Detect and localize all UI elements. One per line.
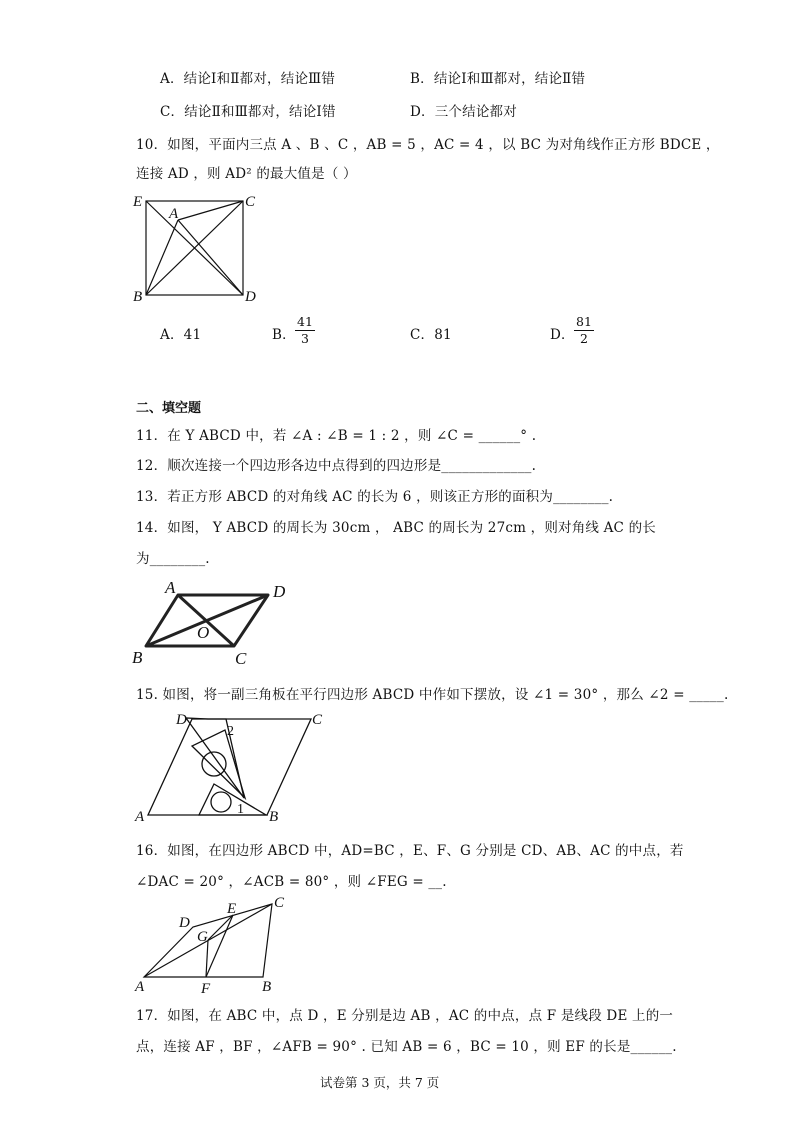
q11: 11．在 Y ABCD 中，若 ∠A : ∠B = 1 : 2 ，则 ∠C = ______° . [136, 428, 537, 444]
q10-option-b-fraction [295, 314, 315, 347]
q13: 13．若正方形 ABCD 的对角线 AC 的长为 6 ，则该正方形的面积为________. [136, 489, 614, 505]
q10-option-a: A．41 [160, 327, 202, 343]
q9-option-b: B．结论Ⅰ和Ⅲ都对，结论Ⅱ错 [410, 71, 586, 87]
q10-option-d-fraction [574, 314, 594, 347]
q10-label-c: C [245, 194, 256, 210]
q16-label-g: G [197, 929, 208, 945]
q14-label-o: O [197, 623, 210, 642]
q15-label-2: 2 [227, 724, 234, 739]
q16-stem-line1: 16．如图，在四边形 ABCD 中，AD=BC ，E、F、G 分别是 CD、AB、AC 的中点，若 [136, 843, 684, 859]
q10-label-e: E [133, 194, 143, 210]
q16-stem-line2: ∠DAC = 20° ，∠ACB = 80° ，则 ∠FEG = __. [136, 874, 447, 890]
q15-label-1: 1 [237, 802, 244, 817]
q14-label-c: C [235, 649, 247, 668]
q9-option-d: D．三个结论都对 [410, 104, 517, 120]
q17-stem-line2: 点，连接 AF ，BF ，∠AFB = 90° . 已知 AB = 6 ，BC = 10 ，则 EF 的长是______. [136, 1039, 677, 1055]
q9-option-a: A．结论Ⅰ和Ⅱ都对，结论Ⅲ错 [160, 71, 336, 87]
fraction-numerator: 41 [297, 314, 313, 329]
q16-label-f: F [201, 981, 211, 997]
fraction-denominator: 3 [300, 331, 309, 346]
q14-label-b: B [132, 648, 143, 667]
section-title: 二、填空题 [136, 401, 202, 416]
q15-label-a: A [135, 809, 145, 825]
q16-label-e: E [227, 901, 237, 917]
q10-option-d-prefix: D． [550, 327, 575, 343]
q15-label-d: D [176, 712, 187, 728]
q15-label-c: C [312, 712, 323, 728]
q16-label-b: B [262, 979, 272, 995]
q10-label-d: D [245, 289, 256, 305]
q10-label-a: A [169, 206, 179, 222]
q14-label-d: D [273, 582, 286, 601]
q17-stem-line1: 17．如图，在 ABC 中，点 D ，E 分别是边 AB ，AC 的中点，点 F 是线段 DE 上的一 [136, 1008, 674, 1024]
fraction-denominator: 2 [579, 331, 588, 346]
q16-label-c: C [274, 895, 285, 911]
q10-option-c: C．81 [410, 327, 452, 343]
q16-label-a: A [135, 979, 145, 995]
q9-option-c: C．结论Ⅱ和Ⅲ都对，结论Ⅰ错 [160, 104, 336, 120]
q14-label-a: A [165, 578, 176, 597]
q16-label-d: D [179, 915, 190, 931]
q14-stem-line2: 为________. [136, 551, 210, 567]
page-footer: 试卷第 3 页，共 7 页 [320, 1075, 440, 1090]
fraction-numerator: 81 [576, 314, 592, 329]
q10-stem-line2: 连接 AD ，则 AD² 的最大值是（ ） [136, 166, 357, 182]
q15-label-b: B [269, 809, 279, 825]
q10-label-b: B [133, 289, 143, 305]
q14-stem-line1: 14．如图， Y ABCD 的周长为 30cm ， ABC 的周长为 27cm ，则对角线 AC 的长 [136, 520, 656, 536]
q10-stem-line1: 10．如图，平面内三点 A 、B 、C ，AB = 5 ，AC = 4 ，以 BC 为对角线作正方形 BDCE ， [136, 137, 720, 153]
q12: 12．顺次连接一个四边形各边中点得到的四边形是_____________. [136, 458, 537, 474]
q15-stem: 15. 如图，将一副三角板在平行四边形 ABCD 中作如下摆放，设 ∠1 = 30° ，那么 ∠2 = _____. [136, 687, 729, 703]
q10-option-b-prefix: B． [272, 327, 296, 343]
